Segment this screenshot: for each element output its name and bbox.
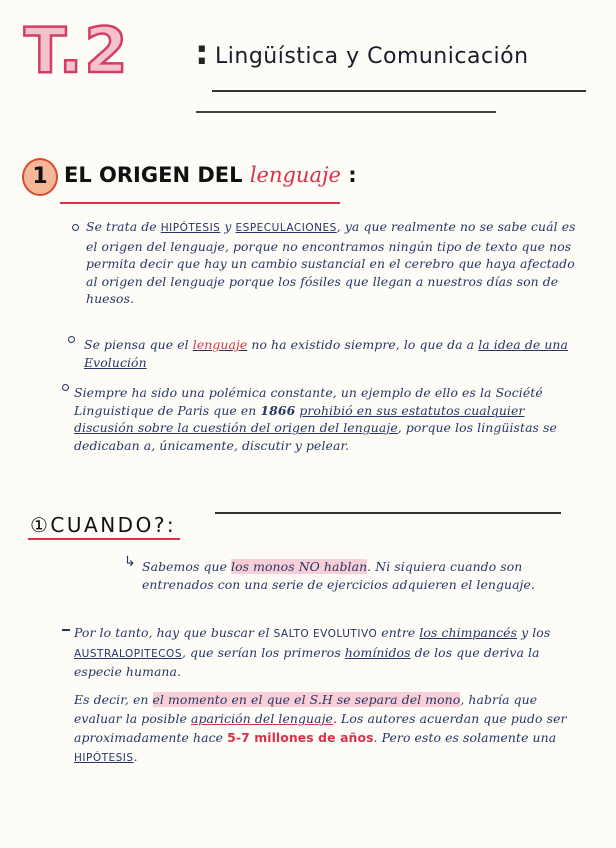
text-segment: , que serían los primeros <box>181 644 345 660</box>
text-segment: , ya que realmente no se sabe cuál es el origen del lenguaje, porque no encontramos ningún tipo de texto que nos permita decir que hay un cambio sustancial en el cerebro que haya afectado al origen del lenguaje porque los fósiles que llegan a nuestros días son de huesos. <box>86 219 576 306</box>
text-segment: prohibió en sus estatutos cualquier discusión sobre la cuestión del origen del lenguaje <box>74 402 525 435</box>
arrow-icon: ↳ <box>124 554 136 570</box>
bullet-marker <box>72 224 79 231</box>
text-segment: y los <box>517 625 551 640</box>
text-segment: homínidos <box>344 644 411 660</box>
subject-underline <box>212 90 586 92</box>
text-segment: los monos NO hablan <box>231 559 368 574</box>
text-segment: Se trata de <box>86 219 161 234</box>
text-segment: 5-7 millones de años <box>227 730 374 745</box>
text-segment: de los que deriva la especie humana. <box>74 644 540 679</box>
text-segment: HIPÓTESIS <box>74 752 134 764</box>
subject-title: Lingüística y Comunicación <box>215 44 529 69</box>
unit-title: T.2 <box>24 14 130 87</box>
text-segment: lenguaje <box>192 337 248 352</box>
section-title <box>64 165 357 186</box>
bullet-marker <box>62 384 69 391</box>
text-segment: . Pero esto es solamente una <box>373 730 557 745</box>
section-title-underline <box>60 202 340 204</box>
section-divider-line <box>215 512 561 514</box>
text-segment: aparición del lenguaje <box>190 711 333 726</box>
text-segment: , porque los lingüistas se dedicaban a, únicamente, discutir y pelear. <box>74 420 557 453</box>
text-segment: . Los autores acuerdan que pudo ser aproximadamente hace <box>74 711 567 745</box>
text-segment: Es decir, en <box>74 692 153 707</box>
text-segment: AUSTRALOPITECOS <box>74 647 182 660</box>
text-segment: . Ni siquiera cuando son entrenados con una serie de ejercicios adquieren el lenguaje. <box>142 559 535 592</box>
text-segment: . <box>133 749 138 764</box>
bullet-paragraph-2 <box>84 336 584 371</box>
text-segment: Por lo tanto, hay que buscar el <box>74 625 274 640</box>
section2-title-underline <box>28 538 180 540</box>
header-rule <box>196 111 496 113</box>
section-title-prefix: EL ORIGEN DEL <box>64 163 250 187</box>
header-colon: : <box>195 33 209 73</box>
text-segment: ESPECULACIONES <box>235 222 337 234</box>
text-segment: y <box>220 219 236 234</box>
bullet-paragraph-1 <box>86 218 576 308</box>
section-title-suffix: : <box>340 163 357 187</box>
text-segment: , habría que evaluar la posible <box>74 692 538 726</box>
arrow-paragraph <box>142 558 582 593</box>
text-segment: entre <box>377 625 420 640</box>
bullet-marker <box>68 336 75 343</box>
text-segment: el momento en el que el S.H se separa del mono <box>152 692 461 707</box>
text-segment: Sabemos que <box>142 559 232 574</box>
text-segment: 1866 <box>260 402 296 418</box>
dash-paragraph <box>74 624 574 681</box>
text-segment: HIPÓTESIS <box>160 222 221 234</box>
section-number-badge: 1 <box>22 158 58 196</box>
text-segment: no ha existido siempre, lo que da a <box>247 337 479 352</box>
text-segment: la idea de una Evolución <box>84 337 568 370</box>
section-title-highlight: lenguaje <box>249 163 341 187</box>
bullet-paragraph-3 <box>74 384 584 454</box>
text-segment: los chimpancés <box>419 625 518 640</box>
text-segment: Siempre ha sido una polémica constante, un ejemplo de ello es la Société Linguistique de Paris que en <box>74 385 543 418</box>
closing-paragraph <box>74 690 584 768</box>
text-segment: SALTO EVOLUTIVO <box>273 628 378 640</box>
text-segment: Se piensa que el <box>84 337 193 352</box>
section2-title: ①CUANDO?: <box>30 513 177 537</box>
dash-marker <box>62 629 70 631</box>
